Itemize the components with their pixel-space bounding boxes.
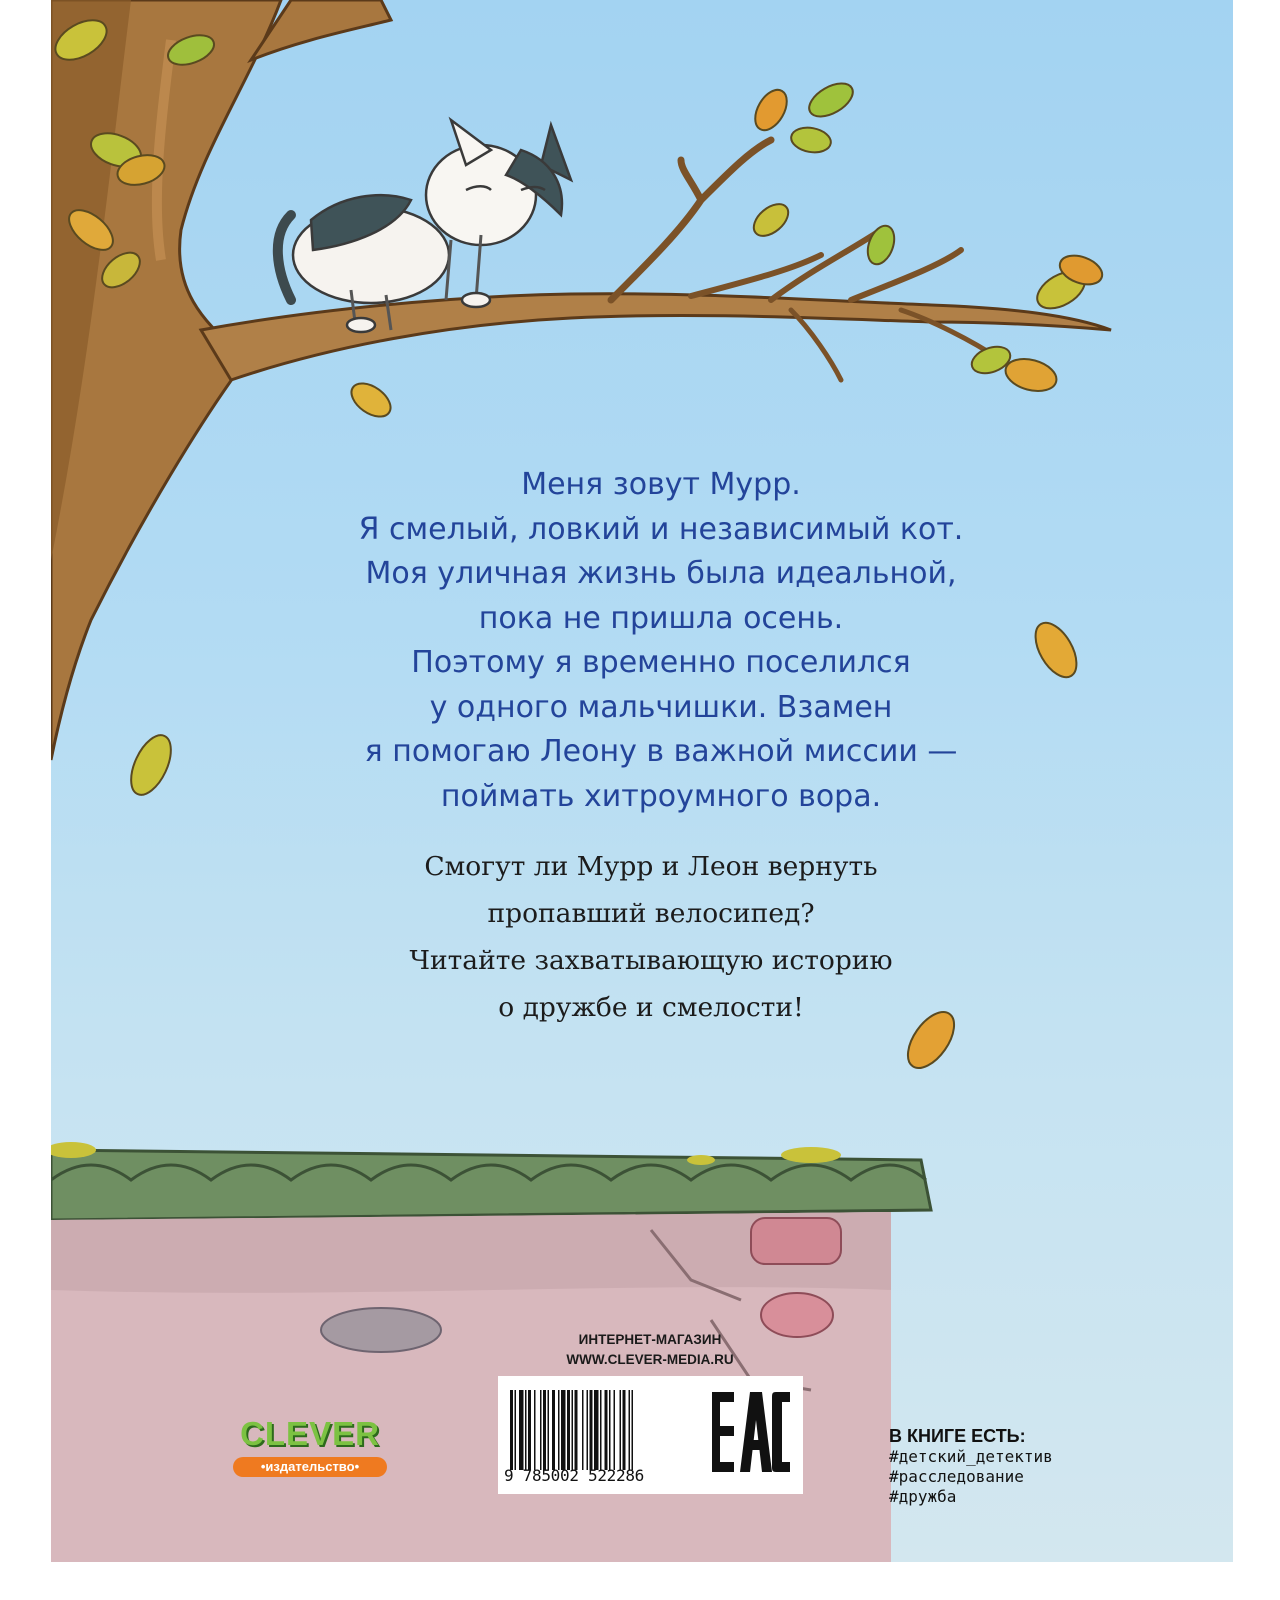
barcode-bar	[515, 1390, 517, 1470]
moss	[781, 1147, 841, 1163]
barcode-bar	[623, 1390, 626, 1470]
shop-label: ИНТЕРНЕТ-МАГАЗИН	[578, 1332, 722, 1347]
twig	[611, 140, 771, 300]
feature-tag: #дружба	[889, 1487, 957, 1506]
barcode-bar	[600, 1390, 602, 1470]
book-features	[889, 1425, 1219, 1507]
barcode-bar	[519, 1390, 524, 1470]
barcode-panel	[498, 1376, 803, 1494]
blurb-line: поймать хитроумного вора.	[440, 778, 882, 814]
barcode-bar	[561, 1390, 566, 1470]
barcode-bar	[543, 1390, 546, 1470]
barcode-bar	[525, 1390, 527, 1470]
barcode-bar	[575, 1390, 578, 1470]
barcode-bar	[582, 1390, 584, 1470]
barcode-bar	[632, 1390, 634, 1470]
barcode-bar	[528, 1390, 531, 1470]
blurb-line: Моя уличная жизнь была идеальной,	[365, 556, 957, 591]
barcode-bar	[620, 1390, 622, 1470]
barcode-bar	[558, 1390, 560, 1470]
blurb-line: я помогаю Леону в важной миссии —	[364, 734, 958, 769]
blurb-line: Я смелый, ловкий и независимый кот.	[358, 511, 964, 547]
blurb-line: Поэтому я временно поселился	[411, 645, 911, 680]
shop-url: WWW.CLEVER-MEDIA.RU	[566, 1352, 734, 1367]
wall-brick	[761, 1293, 833, 1337]
barcode-bar	[510, 1390, 513, 1470]
barcode-bar	[590, 1390, 593, 1470]
publisher-subtitle: •издательство•	[233, 1457, 387, 1477]
blurb-line: Меня зовут Мурр.	[521, 467, 801, 502]
feature-tag: #детский_детектив	[889, 1447, 1053, 1466]
barcode-bar	[594, 1390, 599, 1470]
teaser-line: пропавший велосипед?	[487, 898, 815, 929]
eac-certification-mark	[710, 1390, 792, 1474]
barcode-bar	[609, 1390, 611, 1470]
teaser-line: о дружбе и смелости!	[498, 992, 804, 1023]
wall-stone	[321, 1308, 441, 1352]
barcode-bar	[567, 1390, 570, 1470]
barcode-bar	[605, 1390, 608, 1470]
online-shop-info	[545, 1330, 755, 1370]
teaser-line: Смогут ли Мурр и Леон вернуть	[424, 851, 878, 882]
features-title: В КНИГЕ ЕСТЬ:	[889, 1426, 1026, 1446]
barcode-bar	[587, 1390, 589, 1470]
cat-intro-text	[351, 463, 971, 819]
twig	[691, 230, 961, 300]
blurb-line: пока не пришла осень.	[478, 600, 844, 636]
book-teaser-text	[381, 843, 921, 1031]
isbn-barcode	[510, 1390, 670, 1470]
barcode-bar	[534, 1390, 536, 1470]
isbn-number: 9 785002 522286	[504, 1466, 644, 1485]
back-cover	[51, 0, 1233, 1562]
teaser-line: Читайте захватывающую историю	[409, 945, 893, 976]
barcode-bar	[552, 1390, 555, 1470]
barcode-bar	[548, 1390, 550, 1470]
moss	[687, 1155, 715, 1165]
blurb-line: у одного мальчишки. Взамен	[429, 689, 893, 725]
feature-tag: #расследование	[889, 1467, 1024, 1486]
barcode-bar	[629, 1390, 631, 1470]
barcode-bar	[572, 1390, 574, 1470]
wall-brick	[751, 1218, 841, 1264]
clever-publisher-logo	[225, 1415, 395, 1475]
barcode-bar	[614, 1390, 616, 1470]
publisher-name: CLEVER	[240, 1415, 380, 1452]
barcode-bar	[540, 1390, 542, 1470]
